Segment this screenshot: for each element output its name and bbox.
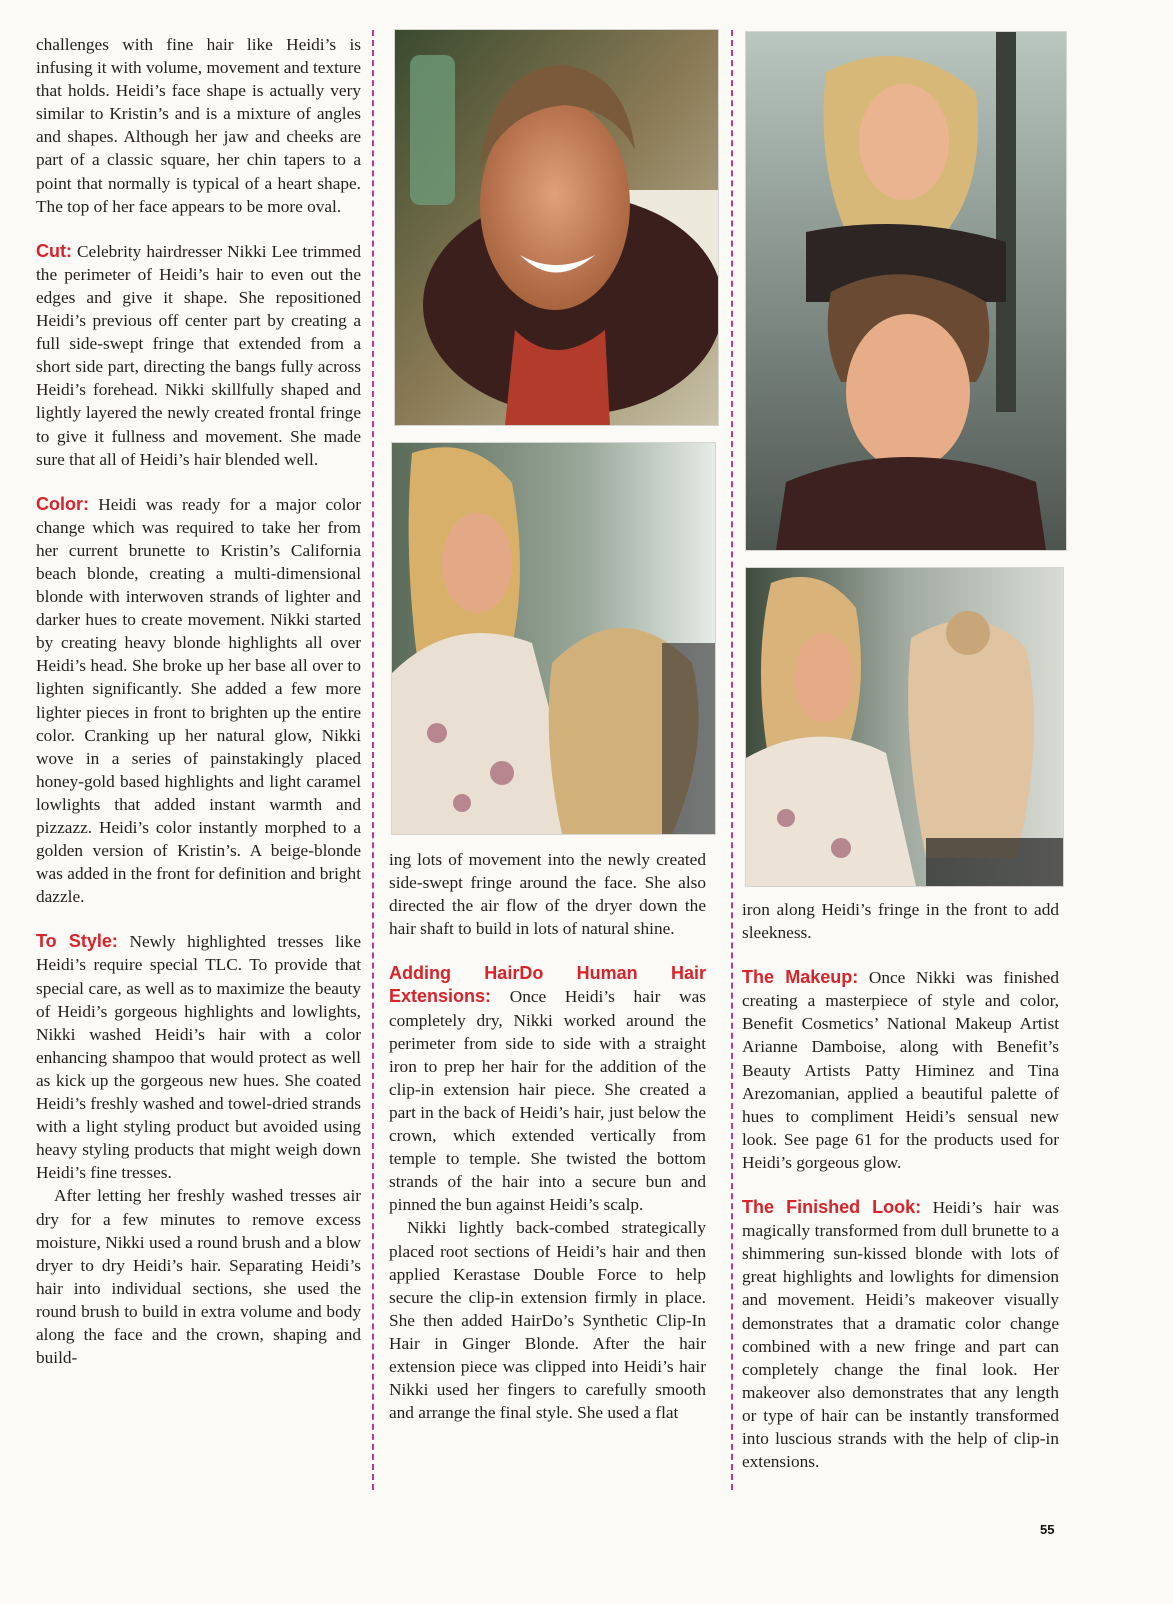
backcomb-paragraph: Nikki lightly back-combed strategically placed root sections of Heidi’s hair and then applied Kerastase Double Force to help secure the clip-in extension firmly in place. She then added HairDo’s Synthetic Clip-In Hair in Ginger Blonde. After the hair extension piece was clipped into Heidi’s hair Nikki used her fingers to carefully smooth and arrange the final style. She used a flat [389,1218,706,1423]
makeup-heading: The Makeup: [742,967,859,988]
finished-paragraph [742,1196,1059,1473]
style-text: Newly highlighted tresses like Heidi’s require special TLC. To provide that special care, as well as to maximize the beauty of Heidi’s gorgeous highlights and lowlights, Nikki washed Heidi’s hair with a color enhancing shampoo that would protect as well as kick up the gorgeous new hues. She coated Heidi’s freshly washed and towel-dried strands with a light styling product but avoided using heavy styling products that might weigh down Heidi’s fine tresses. [36,932,361,1183]
extensions-paragraph [389,962,706,1216]
air-dry-paragraph: After letting her freshly washed tresses air dry for a few minutes to remove excess moisture, Nikki used a round brush and a blow dryer to dry Heidi’s hair. Separating Heidi’s hair into individual sections, she used the round brush to build in extra volume and body along the face and the crown, shaping and build- [36,1186,361,1368]
photo-stylist-with-client [746,32,1066,550]
article-column-2 [389,848,706,1424]
article-column-1 [36,33,361,1369]
makeup-paragraph [742,966,1059,1174]
intro-paragraph: challenges with fine hair like Heidi’s is infusing it with volume, movement and texture that holds. Heidi’s face shape is actually very similar to Kristin’s and is a mixture of angles and shapes. Although her jaw and cheeks are part of a classic square, her chin tapers to a point that normally is typical of a heart shape. The top of her face appears to be more oval. [36,35,361,216]
extensions-text: Once Heidi’s hair was completely dry, Nikki worked around the perimeter from side to side with a straight iron to prep her hair for the addition of the clip-in extension hair piece. She created a part in the back of Heidi’s hair, just below the crown, which extended vertically from temple to temple. She twisted the bottom strands of the hair into a secure bun and pinned the bun against Heidi’s scalp. [389,987,706,1215]
stylist-with-client-image [746,32,1066,550]
photo-extensions-clipped [746,568,1063,886]
makeup-text: Once Nikki was finished creating a masterpiece of style and color, Benefit Cosmetics’ National Makeup Artist Arianne Damboise, along with Benefit’s Beauty Artists Patty Himinez and Tina Arezomanian, applied a beautiful palette of hues to compliment Heidi’s sensual new look. See page 61 for the products used for Heidi’s gorgeous glow. [742,968,1059,1172]
fringe-paragraph: ing lots of movement into the newly created side-swept fringe around the face. She also directed the air flow of the dryer down the hair shaft to build in lots of natural shine. [389,850,706,939]
color-paragraph [36,493,361,909]
style-heading: To Style: [36,931,118,952]
style-paragraph [36,930,361,1184]
sleekness-paragraph: iron along Heidi’s fringe in the front to add sleekness. [742,900,1059,943]
column-divider-right [731,30,733,1490]
extensions-heading: Adding HairDo Human Hair Extensions: [389,963,706,1007]
page-number: 55 [1040,1522,1055,1537]
cut-heading: Cut: [36,240,72,261]
photo-client-wet-hair [395,30,718,425]
cut-paragraph [36,240,361,471]
finished-heading: The Finished Look: [742,1197,922,1218]
stylist-clipping-image [392,443,715,834]
photo-stylist-clipping [392,443,715,834]
column-divider-left [372,30,374,1490]
color-heading: Color: [36,493,89,514]
color-text: Heidi was ready for a major color change which was required to take her from her current brunette to Kristin’s California beach blonde, creating a multi-dimensional blonde with interwoven strands of lighter and darker hues to create movement. Nikki started by creating heavy blonde highlights all over Heidi’s head. She broke up her base all over to lighten significantly. She added a few more lighter pieces in front to brighten up the entire color. Cranking up her natural glow, Nikki wove in a series of painstakingly placed honey-gold based highlights and light caramel lowlights that added instant warmth and pizzazz. Heidi’s color instantly morphed to a golden version of Kristin’s. A beige-blonde was added in the front for definition and bright dazzle. [36,494,361,907]
client-wet-hair-image [395,30,718,425]
extensions-clipped-image [746,568,1063,886]
finished-text: Heidi’s hair was magically transformed from dull brunette to a shimmering sun-kissed blonde with lots of great highlights and lowlights for dimension and movement. Heidi’s makeover visually demonstrates that a dramatic color change combined with a new fringe and part can completely change the final look. Her makeover also demonstrates that any length or type of hair can be instantly transformed into luscious strands with the help of clip-in extensions. [742,1198,1060,1472]
cut-text: Celebrity hairdresser Nikki Lee trimmed the perimeter of Heidi’s hair to even out the edges and give it shape. She repositioned Heidi’s previous off center part by creating a full side-swept fringe that extended from a short side part, directing the bangs fully across Heidi’s forehead. Nikki skillfully shaped and lightly layered the newly created frontal fringe to give it fullness and movement. She made sure that all of Heidi’s hair blended well. [36,241,361,469]
article-column-3 [742,898,1059,1473]
